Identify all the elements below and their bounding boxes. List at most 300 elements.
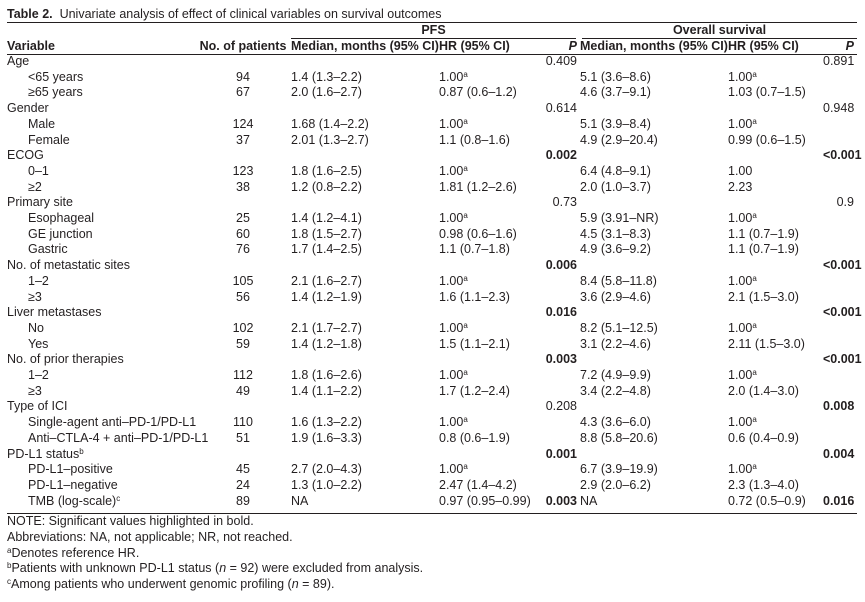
cell-pfs-median xyxy=(291,415,439,431)
cell-variable xyxy=(7,117,195,133)
footnote-marker: a xyxy=(752,462,757,472)
cell-pfs-median xyxy=(291,227,439,243)
pfs-median-value: 2.0 (1.6–2.7) xyxy=(291,85,362,100)
os-median-value: 8.4 (5.8–11.8) xyxy=(580,273,657,288)
os-median-value: 6.4 (4.8–9.1) xyxy=(580,163,651,178)
pfs-p-value: 0.614 xyxy=(545,101,577,116)
cell-variable xyxy=(7,227,195,243)
footnote-marker: a xyxy=(752,415,757,425)
cell-os-median xyxy=(580,258,728,274)
footnote-marker: a xyxy=(752,211,757,221)
pfs-hr-value: 1.81 (1.2–2.6) xyxy=(439,179,517,194)
cell-patients xyxy=(195,258,291,274)
table-body xyxy=(7,54,862,509)
cell-patients xyxy=(195,462,291,478)
cell-patients xyxy=(195,85,291,101)
pfs-hr-value: 1.00 xyxy=(439,368,464,383)
cell-os-p xyxy=(823,399,857,415)
cell-os-hr xyxy=(728,195,823,211)
cell-pfs-hr xyxy=(439,399,538,415)
cell-os-hr xyxy=(728,337,823,353)
footnote-text: Patients with unknown PD-L1 status ( xyxy=(11,561,220,576)
cell-patients xyxy=(195,494,291,510)
os-group-header: Overall survival xyxy=(672,23,767,37)
table-row xyxy=(7,85,857,101)
pfs-hr-value: 0.87 (0.6–1.2) xyxy=(439,85,517,100)
footnote-text: NOTE: Significant values highlighted in bold. xyxy=(7,514,254,528)
cell-os-hr xyxy=(728,447,823,463)
cell-os-median xyxy=(580,274,728,290)
cell-os-p xyxy=(823,352,862,368)
cell-variable xyxy=(7,337,195,353)
cell-os-median xyxy=(580,352,728,368)
cell-os-hr xyxy=(728,211,823,227)
pfs-median-value: 1.4 (1.1–2.2) xyxy=(291,383,362,398)
cell-variable xyxy=(7,290,195,306)
cell-os-p xyxy=(823,431,857,447)
patients-value: 49 xyxy=(236,383,250,398)
variable-label: Gender xyxy=(7,101,49,116)
footnote-marker: a xyxy=(752,320,757,330)
table-row xyxy=(7,54,857,70)
cell-pfs-hr xyxy=(439,258,538,274)
cell-patients xyxy=(195,368,291,384)
cell-os-p xyxy=(823,368,857,384)
cell-variable xyxy=(7,368,195,384)
os-median-value: 4.5 (3.1–8.3) xyxy=(580,226,651,241)
os-hr-value: 1.00 xyxy=(728,320,753,335)
variable-label: <65 years xyxy=(28,69,84,84)
os-median-value: 8.2 (5.1–12.5) xyxy=(580,320,658,335)
patients-value: 51 xyxy=(236,430,250,445)
variable-label: No. of metastatic sites xyxy=(7,258,130,273)
cell-os-hr xyxy=(728,399,823,415)
cell-os-median xyxy=(580,321,728,337)
cell-os-hr xyxy=(728,352,823,368)
cell-os-median xyxy=(580,227,728,243)
variable-label: Gastric xyxy=(28,242,68,257)
cell-pfs-median xyxy=(291,101,439,117)
variable-label: PD-L1–positive xyxy=(28,462,113,477)
cell-pfs-hr xyxy=(439,305,538,321)
variable-label: Male xyxy=(28,116,56,131)
os-median-value: 4.9 (3.6–9.2) xyxy=(580,242,651,257)
pfs-hr-value: 1.00 xyxy=(439,415,464,430)
table-caption: Univariate analysis of effect of clinical variables on survival outcomes xyxy=(59,7,442,21)
cell-pfs-median xyxy=(291,274,439,290)
cell-patients xyxy=(195,447,291,463)
column-header-row xyxy=(7,39,857,54)
variable-label: ≥3 xyxy=(28,383,42,398)
pfs-hr-value: 1.00 xyxy=(439,462,464,477)
cell-pfs-p xyxy=(538,478,580,494)
table-row xyxy=(7,462,857,478)
cell-os-p xyxy=(823,164,857,180)
pfs-hr-value: 1.00 xyxy=(439,273,464,288)
cell-os-hr xyxy=(728,290,823,306)
survival-table xyxy=(7,39,862,509)
cell-patients xyxy=(195,305,291,321)
os-p-value: <0.001 xyxy=(823,305,862,320)
col-pfs-median: Median, months (95% CI) xyxy=(291,39,439,53)
cell-os-p xyxy=(823,415,857,431)
table-row xyxy=(7,164,857,180)
cell-pfs-median xyxy=(291,148,439,164)
cell-os-hr xyxy=(728,478,823,494)
footnote-marker: a xyxy=(752,273,757,283)
cell-variable xyxy=(7,478,195,494)
cell-patients xyxy=(195,164,291,180)
col-pfs-hr: HR (95% CI) xyxy=(439,39,510,53)
cell-variable xyxy=(7,85,195,101)
cell-pfs-median xyxy=(291,258,439,274)
col-variable: Variable xyxy=(7,39,55,53)
pfs-median-value: 2.1 (1.7–2.7) xyxy=(291,320,362,335)
variable-label: 1–2 xyxy=(28,273,49,288)
table-row xyxy=(7,227,857,243)
patients-value: 89 xyxy=(236,493,250,508)
table-row xyxy=(7,494,857,510)
cell-os-median xyxy=(580,290,728,306)
cell-variable xyxy=(7,494,195,510)
cell-pfs-hr xyxy=(439,133,538,149)
os-p-value: 0.948 xyxy=(823,101,855,116)
cell-os-p xyxy=(823,384,857,400)
cell-os-median xyxy=(580,180,728,196)
cell-patients xyxy=(195,352,291,368)
os-median-value: 3.4 (2.2–4.8) xyxy=(580,383,651,398)
cell-pfs-median xyxy=(291,368,439,384)
cell-os-median xyxy=(580,117,728,133)
table-row xyxy=(7,242,857,258)
variable-label: ≥3 xyxy=(28,289,42,304)
cell-variable xyxy=(7,321,195,337)
cell-variable xyxy=(7,180,195,196)
cell-pfs-p xyxy=(538,337,580,353)
cell-os-hr xyxy=(728,54,823,70)
cell-pfs-median xyxy=(291,242,439,258)
table-row xyxy=(7,258,857,274)
patients-value: 45 xyxy=(236,462,250,477)
cell-os-hr xyxy=(728,133,823,149)
cell-os-p xyxy=(823,305,862,321)
cell-pfs-median xyxy=(291,478,439,494)
cell-patients xyxy=(195,321,291,337)
os-median-value: 8.8 (5.8–20.6) xyxy=(580,430,658,445)
cell-patients xyxy=(195,211,291,227)
cell-pfs-hr xyxy=(439,321,538,337)
cell-os-median xyxy=(580,399,728,415)
patients-value: 124 xyxy=(232,116,254,131)
variable-label: Liver metastases xyxy=(7,305,102,320)
patients-value: 67 xyxy=(236,85,250,100)
footnote-text: Abbreviations: NA, not applicable; NR, not reached. xyxy=(7,529,293,544)
footnote-marker: a xyxy=(463,368,468,378)
patients-value: 56 xyxy=(236,289,250,304)
pfs-median-value: 1.8 (1.5–2.7) xyxy=(291,226,362,241)
os-hr-value: 1.00 xyxy=(728,116,753,131)
col-pfs-p: P xyxy=(568,39,577,53)
os-p-value: 0.016 xyxy=(823,493,855,508)
patients-value: 76 xyxy=(236,242,250,257)
pfs-hr-value: 1.7 (1.2–2.4) xyxy=(439,383,510,398)
cell-pfs-median xyxy=(291,447,439,463)
variable-label: ECOG xyxy=(7,148,44,163)
cell-os-median xyxy=(580,415,728,431)
pfs-p-value: 0.016 xyxy=(545,305,577,320)
cell-os-p xyxy=(823,462,857,478)
cell-patients xyxy=(195,195,291,211)
os-median-value: 3.6 (2.9–4.6) xyxy=(580,289,651,304)
pfs-median-value: 1.6 (1.3–2.2) xyxy=(291,415,362,430)
pfs-median-value: NA xyxy=(291,493,309,508)
cell-os-median xyxy=(580,305,728,321)
os-p-value: 0.004 xyxy=(823,446,855,461)
cell-pfs-median xyxy=(291,321,439,337)
cell-os-p xyxy=(823,195,857,211)
cell-variable xyxy=(7,305,195,321)
footnote xyxy=(7,530,423,546)
cell-variable xyxy=(7,101,195,117)
variable-label: ≥65 years xyxy=(28,85,83,100)
variable-label: No xyxy=(28,320,44,335)
table-row xyxy=(7,133,857,149)
cell-os-hr xyxy=(728,101,823,117)
cell-os-p xyxy=(823,54,857,70)
os-hr-value: 1.00 xyxy=(728,211,753,226)
footnote-text: Denotes reference HR. xyxy=(11,545,140,560)
cell-os-hr xyxy=(728,227,823,243)
cell-pfs-p xyxy=(538,54,580,70)
os-hr-value: 2.23 xyxy=(728,179,753,194)
cell-patients xyxy=(195,227,291,243)
variable-label: 1–2 xyxy=(28,368,49,383)
cell-os-median xyxy=(580,148,728,164)
pfs-p-value: 0.409 xyxy=(545,54,577,68)
cell-pfs-hr xyxy=(439,274,538,290)
cell-os-p xyxy=(823,447,857,463)
cell-os-p xyxy=(823,117,857,133)
cell-os-median xyxy=(580,368,728,384)
cell-os-p xyxy=(823,70,857,86)
cell-variable xyxy=(7,242,195,258)
os-median-value: 2.0 (1.0–3.7) xyxy=(580,179,651,194)
cell-patients xyxy=(195,274,291,290)
cell-pfs-median xyxy=(291,85,439,101)
pfs-hr-value: 1.00 xyxy=(439,69,464,84)
cell-pfs-hr xyxy=(439,368,538,384)
cell-pfs-p xyxy=(538,195,580,211)
cell-variable xyxy=(7,148,195,164)
variable-label: Yes xyxy=(28,336,49,351)
pfs-hr-value: 0.98 (0.6–1.6) xyxy=(439,226,517,241)
os-hr-value: 1.00 xyxy=(728,163,753,178)
cell-os-hr xyxy=(728,305,823,321)
cell-os-p xyxy=(823,180,857,196)
table-row xyxy=(7,415,857,431)
footnote-marker: a xyxy=(463,211,468,221)
col-patients: No. of patients xyxy=(199,39,287,53)
os-median-value: 5.9 (3.91–NR) xyxy=(580,211,659,226)
patients-value: 123 xyxy=(232,163,254,178)
os-p-value: <0.001 xyxy=(823,352,862,367)
cell-pfs-median xyxy=(291,337,439,353)
cell-variable xyxy=(7,70,195,86)
cell-os-median xyxy=(580,101,728,117)
cell-pfs-p xyxy=(538,164,580,180)
pfs-hr-value: 1.00 xyxy=(439,116,464,131)
footnote-italic: n xyxy=(291,577,299,592)
pfs-hr-value: 0.97 (0.95–0.99) xyxy=(439,493,531,508)
pfs-median-value: 1.8 (1.6–2.5) xyxy=(291,163,362,178)
cell-os-hr xyxy=(728,494,823,510)
cell-os-hr xyxy=(728,368,823,384)
cell-variable xyxy=(7,447,195,463)
cell-patients xyxy=(195,148,291,164)
table-row xyxy=(7,101,857,117)
cell-pfs-median xyxy=(291,164,439,180)
cell-pfs-hr xyxy=(439,117,538,133)
footnote-marker: c xyxy=(7,577,11,587)
cell-patients xyxy=(195,54,291,70)
cell-pfs-median xyxy=(291,352,439,368)
pfs-median-value: 1.8 (1.6–2.6) xyxy=(291,368,362,383)
os-hr-value: 0.72 (0.5–0.9) xyxy=(728,493,806,508)
os-hr-value: 1.1 (0.7–1.9) xyxy=(728,242,799,257)
cell-os-p xyxy=(823,85,857,101)
col-os-p: P xyxy=(845,39,854,53)
variable-label: TMB (log-scale) xyxy=(28,493,117,508)
cell-os-p xyxy=(823,227,857,243)
cell-pfs-median xyxy=(291,180,439,196)
cell-pfs-p xyxy=(538,117,580,133)
os-median-value: 2.9 (2.0–6.2) xyxy=(580,477,651,492)
cell-variable xyxy=(7,462,195,478)
pfs-p-value: 0.002 xyxy=(545,148,577,163)
cell-os-median xyxy=(580,478,728,494)
cell-os-hr xyxy=(728,384,823,400)
os-median-value: NA xyxy=(580,493,598,508)
cell-os-p xyxy=(823,337,857,353)
cell-pfs-hr xyxy=(439,290,538,306)
cell-os-median xyxy=(580,211,728,227)
pfs-median-value: 1.3 (1.0–2.2) xyxy=(291,477,362,492)
os-hr-value: 2.0 (1.4–3.0) xyxy=(728,383,799,398)
cell-patients xyxy=(195,478,291,494)
col-os-median: Median, months (95% CI) xyxy=(580,39,728,53)
cell-os-median xyxy=(580,462,728,478)
cell-pfs-hr xyxy=(439,70,538,86)
os-median-value: 4.9 (2.9–20.4) xyxy=(580,132,658,147)
cell-os-p xyxy=(823,211,857,227)
pfs-median-value: 2.7 (2.0–4.3) xyxy=(291,462,362,477)
os-p-value: <0.001 xyxy=(823,258,862,273)
cell-pfs-p xyxy=(538,274,580,290)
patients-value: 102 xyxy=(232,320,254,335)
cell-pfs-median xyxy=(291,70,439,86)
footnote xyxy=(7,514,423,530)
footnote-marker: a xyxy=(463,462,468,472)
table-row xyxy=(7,321,857,337)
cell-pfs-p xyxy=(538,70,580,86)
cell-pfs-hr xyxy=(439,494,538,510)
cell-patients xyxy=(195,415,291,431)
cell-pfs-median xyxy=(291,431,439,447)
os-median-value: 3.1 (2.2–4.6) xyxy=(580,336,651,351)
cell-variable xyxy=(7,133,195,149)
cell-variable xyxy=(7,274,195,290)
table-row xyxy=(7,368,857,384)
cell-pfs-median xyxy=(291,305,439,321)
cell-os-median xyxy=(580,431,728,447)
patients-value: 105 xyxy=(232,273,254,288)
cell-patients xyxy=(195,101,291,117)
cell-pfs-median xyxy=(291,195,439,211)
cell-variable xyxy=(7,430,209,447)
cell-pfs-p xyxy=(538,368,580,384)
cell-pfs-median xyxy=(291,117,439,133)
variable-label: PD-L1–negative xyxy=(28,477,118,492)
footnote-marker: a xyxy=(752,368,757,378)
cell-os-p xyxy=(823,101,857,117)
os-hr-value: 2.1 (1.5–3.0) xyxy=(728,289,799,304)
patients-value: 24 xyxy=(236,477,250,492)
table-label: Table 2. xyxy=(7,7,53,21)
cell-pfs-hr xyxy=(439,195,538,211)
pfs-hr-value: 2.47 (1.4–4.2) xyxy=(439,477,517,492)
os-p-value: <0.001 xyxy=(823,148,862,163)
cell-patients xyxy=(195,180,291,196)
cell-pfs-p xyxy=(538,133,580,149)
variable-label: PD-L1 status xyxy=(7,446,80,461)
pfs-hr-value: 0.8 (0.6–1.9) xyxy=(439,430,510,445)
pfs-hr-value: 1.00 xyxy=(439,320,464,335)
footnote-text: = 92) were excluded from analysis. xyxy=(226,561,424,576)
cell-os-median xyxy=(580,384,728,400)
cell-os-p xyxy=(823,321,857,337)
cell-pfs-p xyxy=(538,211,580,227)
cell-pfs-hr xyxy=(439,85,538,101)
os-hr-value: 1.00 xyxy=(728,415,753,430)
patients-value: 38 xyxy=(236,179,250,194)
patients-value: 25 xyxy=(236,211,250,226)
pfs-median-value: 2.1 (1.6–2.7) xyxy=(291,273,362,288)
cell-patients xyxy=(195,133,291,149)
cell-os-hr xyxy=(728,148,823,164)
table-row xyxy=(7,384,857,400)
os-median-value: 5.1 (3.6–8.6) xyxy=(580,69,651,84)
cell-pfs-hr xyxy=(439,384,538,400)
table-row xyxy=(7,337,857,353)
cell-pfs-median xyxy=(291,494,439,510)
table-row xyxy=(7,447,857,463)
os-hr-value: 1.00 xyxy=(728,462,753,477)
table-row xyxy=(7,211,857,227)
cell-os-hr xyxy=(728,117,823,133)
table-row xyxy=(7,274,857,290)
variable-label: Primary site xyxy=(7,195,73,210)
table-row xyxy=(7,195,857,211)
cell-variable xyxy=(7,399,195,415)
cell-pfs-median xyxy=(291,384,439,400)
cell-os-median xyxy=(580,337,728,353)
pfs-hr-value: 1.5 (1.1–2.1) xyxy=(439,336,510,351)
pfs-median-value: 1.4 (1.3–2.2) xyxy=(291,69,362,84)
cell-os-p xyxy=(823,478,857,494)
footnote xyxy=(7,561,423,577)
cell-pfs-p xyxy=(538,258,580,274)
cell-os-median xyxy=(580,195,728,211)
